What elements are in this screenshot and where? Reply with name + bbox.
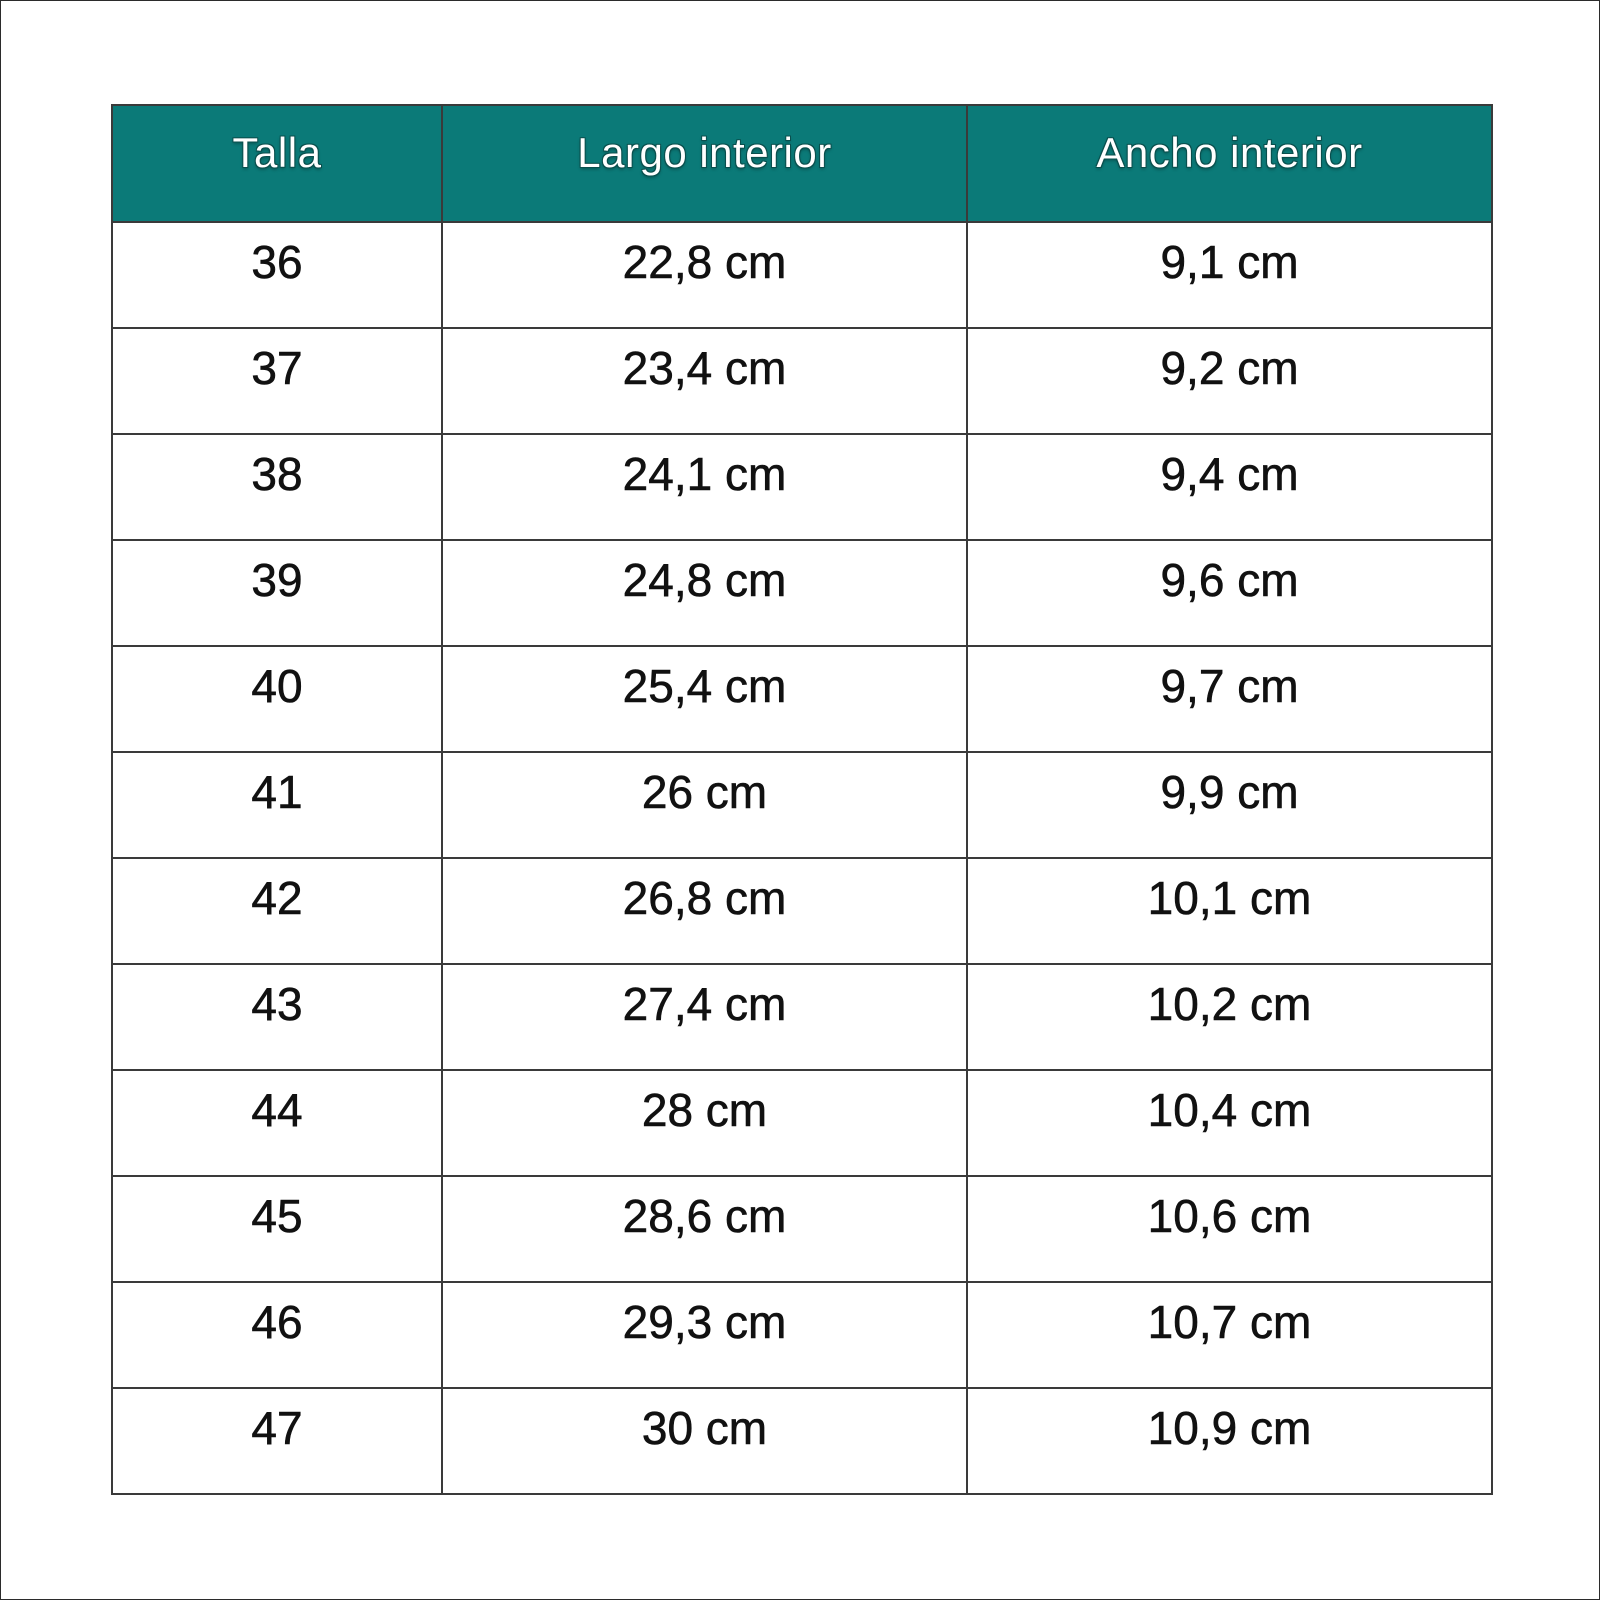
cell-largo: 28,6 cm: [442, 1176, 967, 1282]
cell-largo: 30 cm: [442, 1388, 967, 1494]
cell-ancho: 9,2 cm: [967, 328, 1492, 434]
cell-talla: 42: [112, 858, 442, 964]
table-row: [112, 540, 1492, 646]
cell-talla: 45: [112, 1176, 442, 1282]
cell-ancho: 10,1 cm: [967, 858, 1492, 964]
cell-talla: 39: [112, 540, 442, 646]
header-ancho-interior: Ancho interior: [967, 105, 1492, 222]
cell-largo: 26,8 cm: [442, 858, 967, 964]
cell-largo: 26 cm: [442, 752, 967, 858]
cell-largo: 24,1 cm: [442, 434, 967, 540]
cell-ancho: 9,6 cm: [967, 540, 1492, 646]
table-row: [112, 858, 1492, 964]
cell-largo: 24,8 cm: [442, 540, 967, 646]
cell-talla: 38: [112, 434, 442, 540]
cell-ancho: 10,4 cm: [967, 1070, 1492, 1176]
table-row: [112, 1176, 1492, 1282]
cell-largo: 22,8 cm: [442, 222, 967, 328]
table-row: [112, 328, 1492, 434]
cell-talla: 47: [112, 1388, 442, 1494]
size-table: [111, 104, 1493, 1495]
table-row: [112, 222, 1492, 328]
cell-talla: 44: [112, 1070, 442, 1176]
cell-ancho: 10,2 cm: [967, 964, 1492, 1070]
cell-ancho: 9,1 cm: [967, 222, 1492, 328]
table-row: [112, 646, 1492, 752]
cell-ancho: 9,4 cm: [967, 434, 1492, 540]
cell-ancho: 9,9 cm: [967, 752, 1492, 858]
cell-talla: 36: [112, 222, 442, 328]
cell-largo: 28 cm: [442, 1070, 967, 1176]
table-body: [112, 222, 1492, 1494]
cell-talla: 37: [112, 328, 442, 434]
cell-ancho: 9,7 cm: [967, 646, 1492, 752]
table-row: [112, 752, 1492, 858]
table-row: [112, 434, 1492, 540]
cell-ancho: 10,9 cm: [967, 1388, 1492, 1494]
cell-talla: 43: [112, 964, 442, 1070]
header-largo-interior: Largo interior: [442, 105, 967, 222]
header-talla: Talla: [112, 105, 442, 222]
cell-largo: 25,4 cm: [442, 646, 967, 752]
table-row: [112, 1070, 1492, 1176]
cell-talla: 46: [112, 1282, 442, 1388]
header-row: [112, 105, 1492, 222]
cell-largo: 27,4 cm: [442, 964, 967, 1070]
cell-talla: 40: [112, 646, 442, 752]
table-row: [112, 1282, 1492, 1388]
table-row: [112, 964, 1492, 1070]
cell-talla: 41: [112, 752, 442, 858]
cell-ancho: 10,7 cm: [967, 1282, 1492, 1388]
cell-ancho: 10,6 cm: [967, 1176, 1492, 1282]
cell-largo: 29,3 cm: [442, 1282, 967, 1388]
table-row: [112, 1388, 1492, 1494]
table-header: [112, 105, 1492, 222]
cell-largo: 23,4 cm: [442, 328, 967, 434]
